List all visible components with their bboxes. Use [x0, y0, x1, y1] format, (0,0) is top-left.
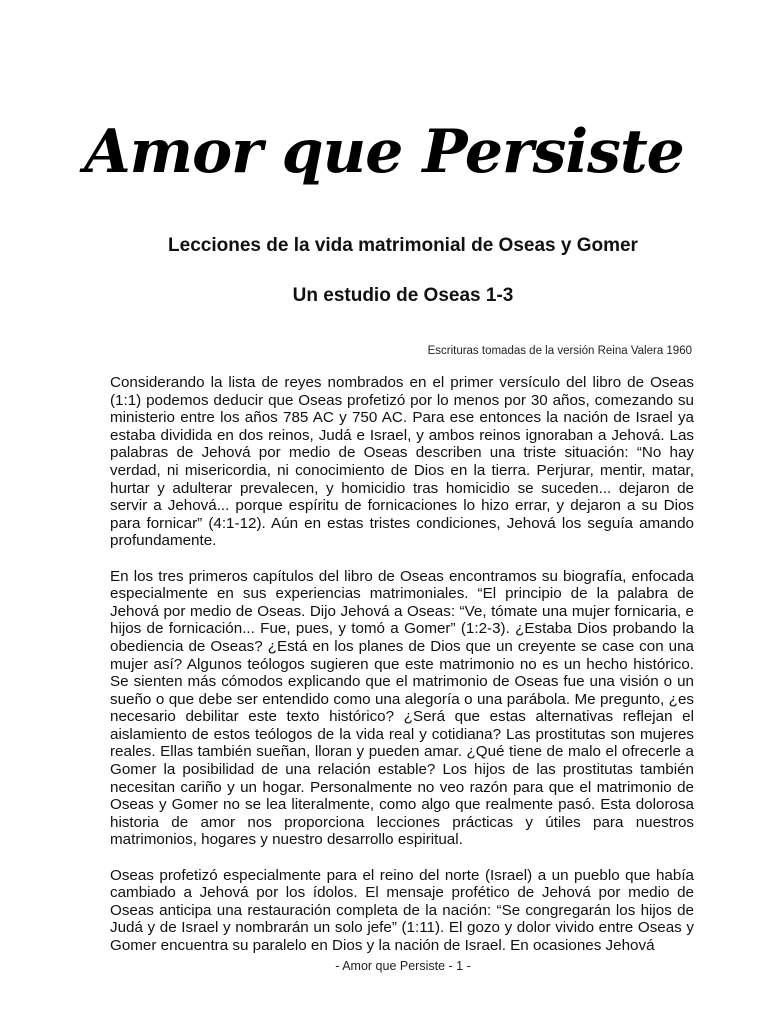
body-paragraph-3: Oseas profetizó especialmente para el reino del norte (Israel) a un pueblo que había cambiado a Jehová por los ídolos. El mensaje profético de Jehová por medio de Oseas anticipa una restauración completa de la nación: “Se congregarán los hijos de Judá y de Israel y nombrarán un solo jefe” (1:11). El gozo y dolor vivido entre Oseas y Gomer encuentra su paralelo en Dios y la nación de Israel. En ocasiones Jehová	[110, 866, 694, 954]
study-heading: Un estudio de Oseas 1-3	[292, 285, 514, 306]
body-paragraph-2: En los tres primeros capítulos del libro de Oseas encontramos su biografía, enfocada especialmente en sus experiencias matrimoniales. “El principio de la palabra de Jehová por medio de Oseas. Dijo Jehová a Oseas: “Ve, tómate una mujer fornicaria, e hijos de fornicación... Fue, pues, y tomó a Gomer” (1:2-3). ¿Estaba Dios probando la obediencia de Oseas? ¿Está en los planes de Dios que un creyente se case con una mujer así? Algunos teólogos sugieren que este matrimonio no es un hecho histórico. Se sienten más cómodos explicando que el matrimonio de Oseas fue una visión o un sueño o que debe ser entendido como una alegoría o una parábola. Me pregunto, ¿es necesario debilitar este texto histórico? ¿Será que estas alternativas reflejan el aislamiento de estos teólogos de la vida real y cotidiana? Las prostitutas son mujeres reales. Ellas también sueñan, lloran y pueden amar. ¿Qué tiene de malo el ofrecerle a Gomer la posibilidad de una relación estable? Los hijos de las prostitutas también necesitan cariño y un hogar. Personalmente no veo razón para que el matrimonio de Oseas y Gomer no se lea literalmente, como algo que realmente pasó. Esta dolorosa historia de amor nos proporciona lecciones prácticas y útiles para nuestros matrimonios, hogares y nuestro desarrollo espiritual.	[110, 567, 694, 849]
document-subtitle: Lecciones de la vida matrimonial de Oseas y Gomer	[168, 235, 638, 256]
scripture-source-note: Escrituras tomadas de la versión Reina Valera 1960	[427, 345, 692, 357]
body-paragraph-1: Considerando la lista de reyes nombrados en el primer versículo del libro de Oseas (1:1) podemos deducir que Oseas profetizó por lo menos por 30 años, comezando su ministerio entre los años 785 AC y 750 AC. Para ese entonces la nación de Israel ya estaba dividida en dos reinos, Judá e Israel, y ambos reinos ignoraban a Jehová. Las palabras de Jehová por medio de Oseas describen una triste situación: “No hay verdad, ni misericordia, ni conocimiento de Dios en la tierra. Perjurar, mentir, matar, hurtar y adulterar prevalecen, y homicidio tras homicidio se suceden... dejaron de servir a Jehová... porque espíritu de fornicaciones lo hizo errar, y dejaron a su Dios para fornicar” (4:1-12). Aún en estas tristes condiciones, Jehová los seguía amando profundamente.	[110, 374, 694, 550]
document-title: Amor que Persiste	[84, 117, 684, 187]
page-footer: - Amor que Persiste - 1 -	[335, 959, 471, 973]
document-body	[110, 374, 694, 972]
